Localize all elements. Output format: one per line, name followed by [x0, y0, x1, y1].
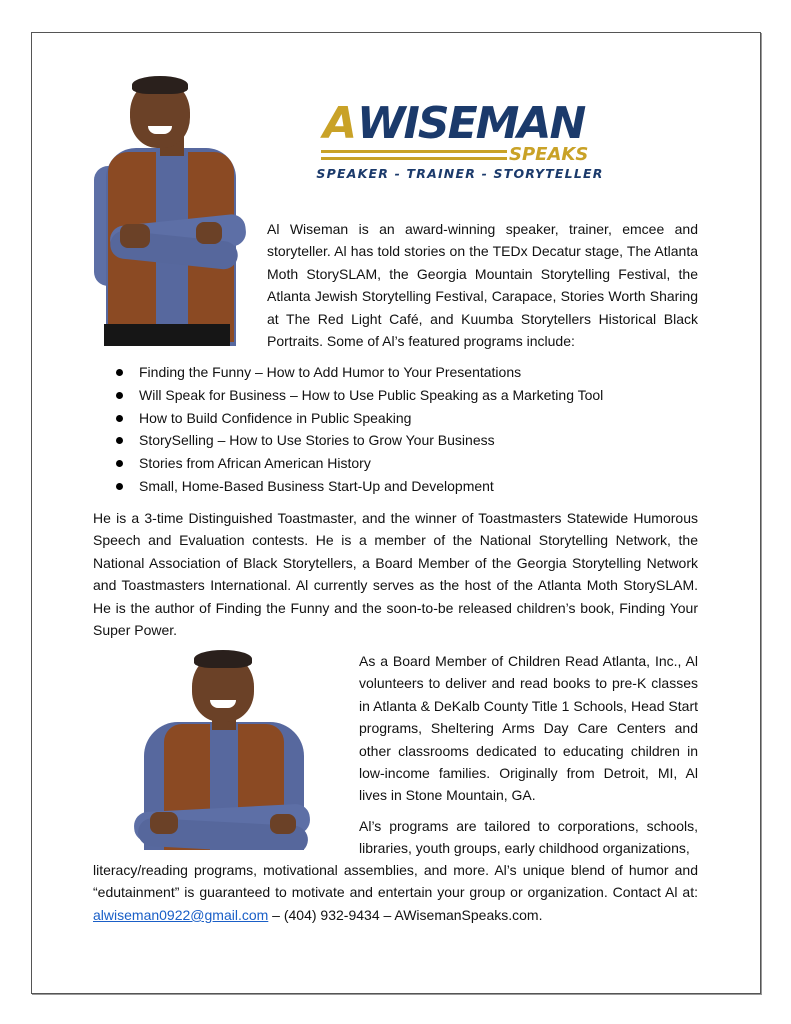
programs-list	[112, 361, 603, 498]
list-item: Small, Home-Based Business Start-Up and Development	[112, 475, 603, 498]
logo-letter-a: A	[323, 98, 356, 149]
list-item: How to Build Confidence in Public Speaking	[112, 407, 603, 430]
logo-tagline: SPEAKER - TRAINER - STORYTELLER	[316, 166, 604, 181]
list-item: StorySelling – How to Use Stories to Grow Your Business	[112, 429, 603, 452]
email-link[interactable]: alwiseman0922@gmail.com	[93, 906, 269, 923]
board-paragraph: As a Board Member of Children Read Atlanta, Inc., Al volunteers to deliver and read books to pre-K classes in Atlanta & DeKalb County Title 1 Schools, Head Start programs, Sheltering Arms Day Care Centers and other classrooms dedicated to educating children in low-income families. Originally from Detroit, MI, Al lives in Stone Mountain, GA.	[359, 653, 698, 804]
logo-name: WISEMAN	[357, 98, 585, 149]
programs-paragraph-text: literacy/reading programs, motivational assemblies, and more. Al’s unique blend of humor and “edutainment” is guaranteed to motivate and entertain your group or organization. Contact Al at:	[93, 862, 698, 901]
list-item: Finding the Funny – How to Add Humor to Your Presentations	[112, 361, 603, 384]
contact-phone-website: – (404) 932-9434 – AWisemanSpeaks.com.	[268, 906, 543, 923]
logo-speaks: SPEAKS	[509, 144, 589, 165]
programs-paragraph	[93, 859, 698, 926]
list-item: Stories from African American History	[112, 452, 603, 475]
intro-paragraph: Al Wiseman is an award-winning speaker, trainer, emcee and storyteller. Al has told stories on the TEDx Decatur stage, The Atlanta Moth StorySLAM, the Georgia Mountain Storytelling Festival, the Atlanta Jewish Storytelling Festival, Carapace, Stories Worth Sharing at The Red Light Café, and Kuumba Storytellers Historical Black Portraits. Some of Al’s featured programs include:	[267, 221, 698, 350]
portrait-photo-top	[92, 74, 250, 346]
portrait-photo-bottom	[134, 650, 312, 850]
awiseman-speaks-logo	[315, 96, 605, 186]
list-item: Will Speak for Business – How to Use Public Speaking as a Marketing Tool	[112, 384, 603, 407]
programs-paragraph-top: Al’s programs are tailored to corporations, schools, libraries, youth groups, early childhood organizations,	[359, 818, 698, 857]
bio-paragraph: He is a 3-time Distinguished Toastmaster, and the winner of Toastmasters Statewide Humorous Speech and Evaluation contests. He is a member of the National Storytelling Network, the National Association of Black Storytellers, a Board Member of the Georgia Storytelling Network and Toastmasters International. Al currently serves as the host of the Atlanta Moth StorySLAM. He is the author of Finding the Funny and the soon-to-be released children’s book, Finding Your Super Power.	[93, 510, 698, 639]
